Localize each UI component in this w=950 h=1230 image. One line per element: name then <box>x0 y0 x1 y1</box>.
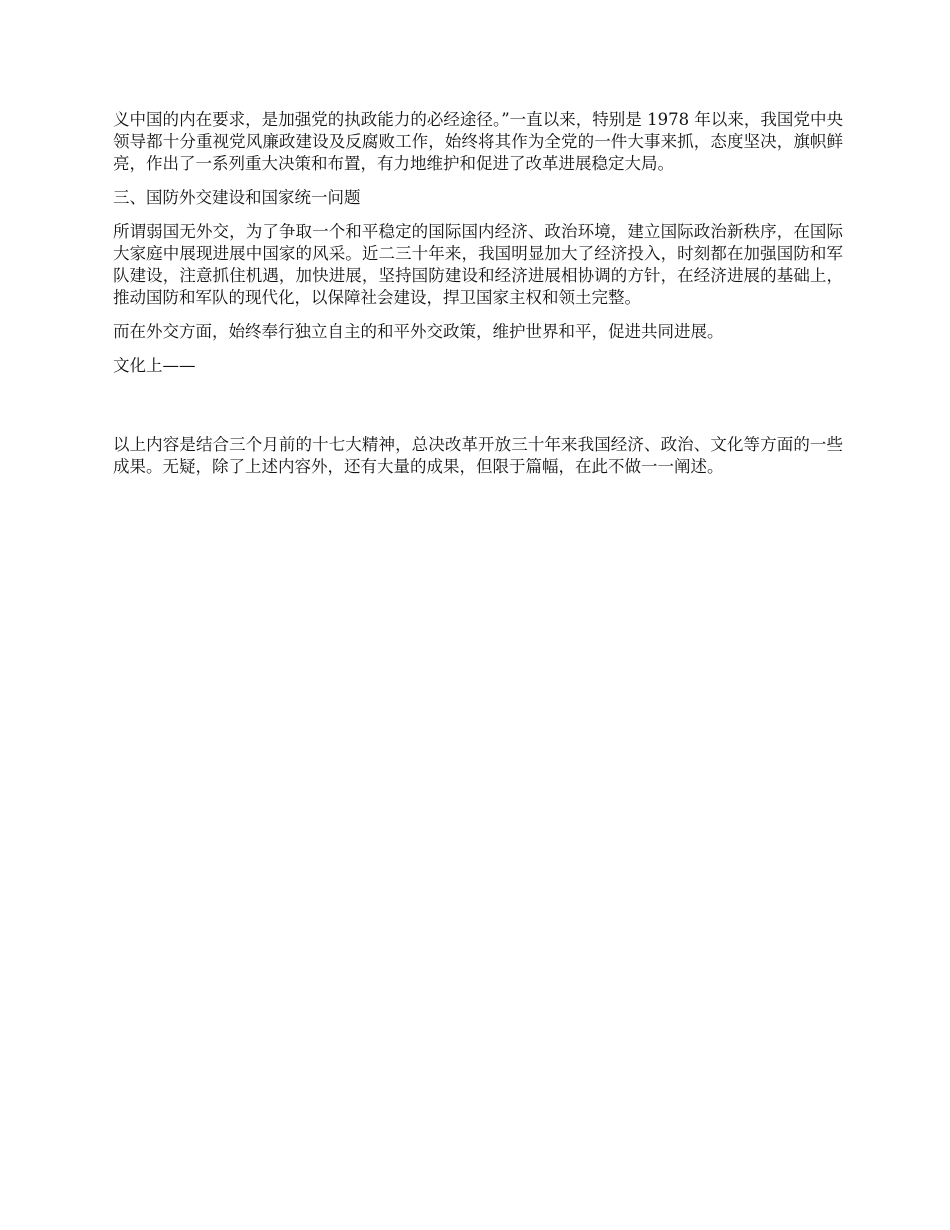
paragraph-defense: 所谓弱国无外交，为了争取一个和平稳定的国际国内经济、政治环境，建立国际政治新秩序，在国际大家庭中展现进展中国家的风采。近二三十年来，我国明显加大了经济投入，时刻都在加强国防和军队建设，注意抓住机遇，加快进展，坚持国防建设和经济进展相协调的方针，在经济进展的基础上，推动国防和军队的现代化，以保障社会建设，捍卫国家主权和领土完整。 <box>113 222 843 307</box>
blank-space <box>113 389 843 434</box>
section-heading-defense-diplomacy: 三、国防外交建设和国家统一问题 <box>113 188 361 207</box>
paragraph-intro-continuation: 义中国的内在要求，是加强党的执政能力的必经途径。”一直以来，特别是 1978 年以来，我国党中央领导都十分重视党风廉政建设及反腐败工作，始终将其作为全党的一件大事来抓，态度坚决，旗帜鲜亮，作出了一系列重大决策和布置，有力地维护和促进了改革进展稳定大局。 <box>113 110 843 173</box>
document-page <box>113 109 843 490</box>
paragraph-culture-heading: 文化上—— <box>113 356 196 375</box>
paragraph-diplomacy: 而在外交方面，始终奉行独立自主的和平外交政策，维护世界和平，促进共同进展。 <box>113 322 724 341</box>
paragraph-conclusion: 以上内容是结合三个月前的十七大精神，总决改革开放三十年来我国经济、政治、文化等方面的一些成果。无疑，除了上述内容外，还有大量的成果，但限于篇幅，在此不做一一阐述。 <box>113 435 843 476</box>
